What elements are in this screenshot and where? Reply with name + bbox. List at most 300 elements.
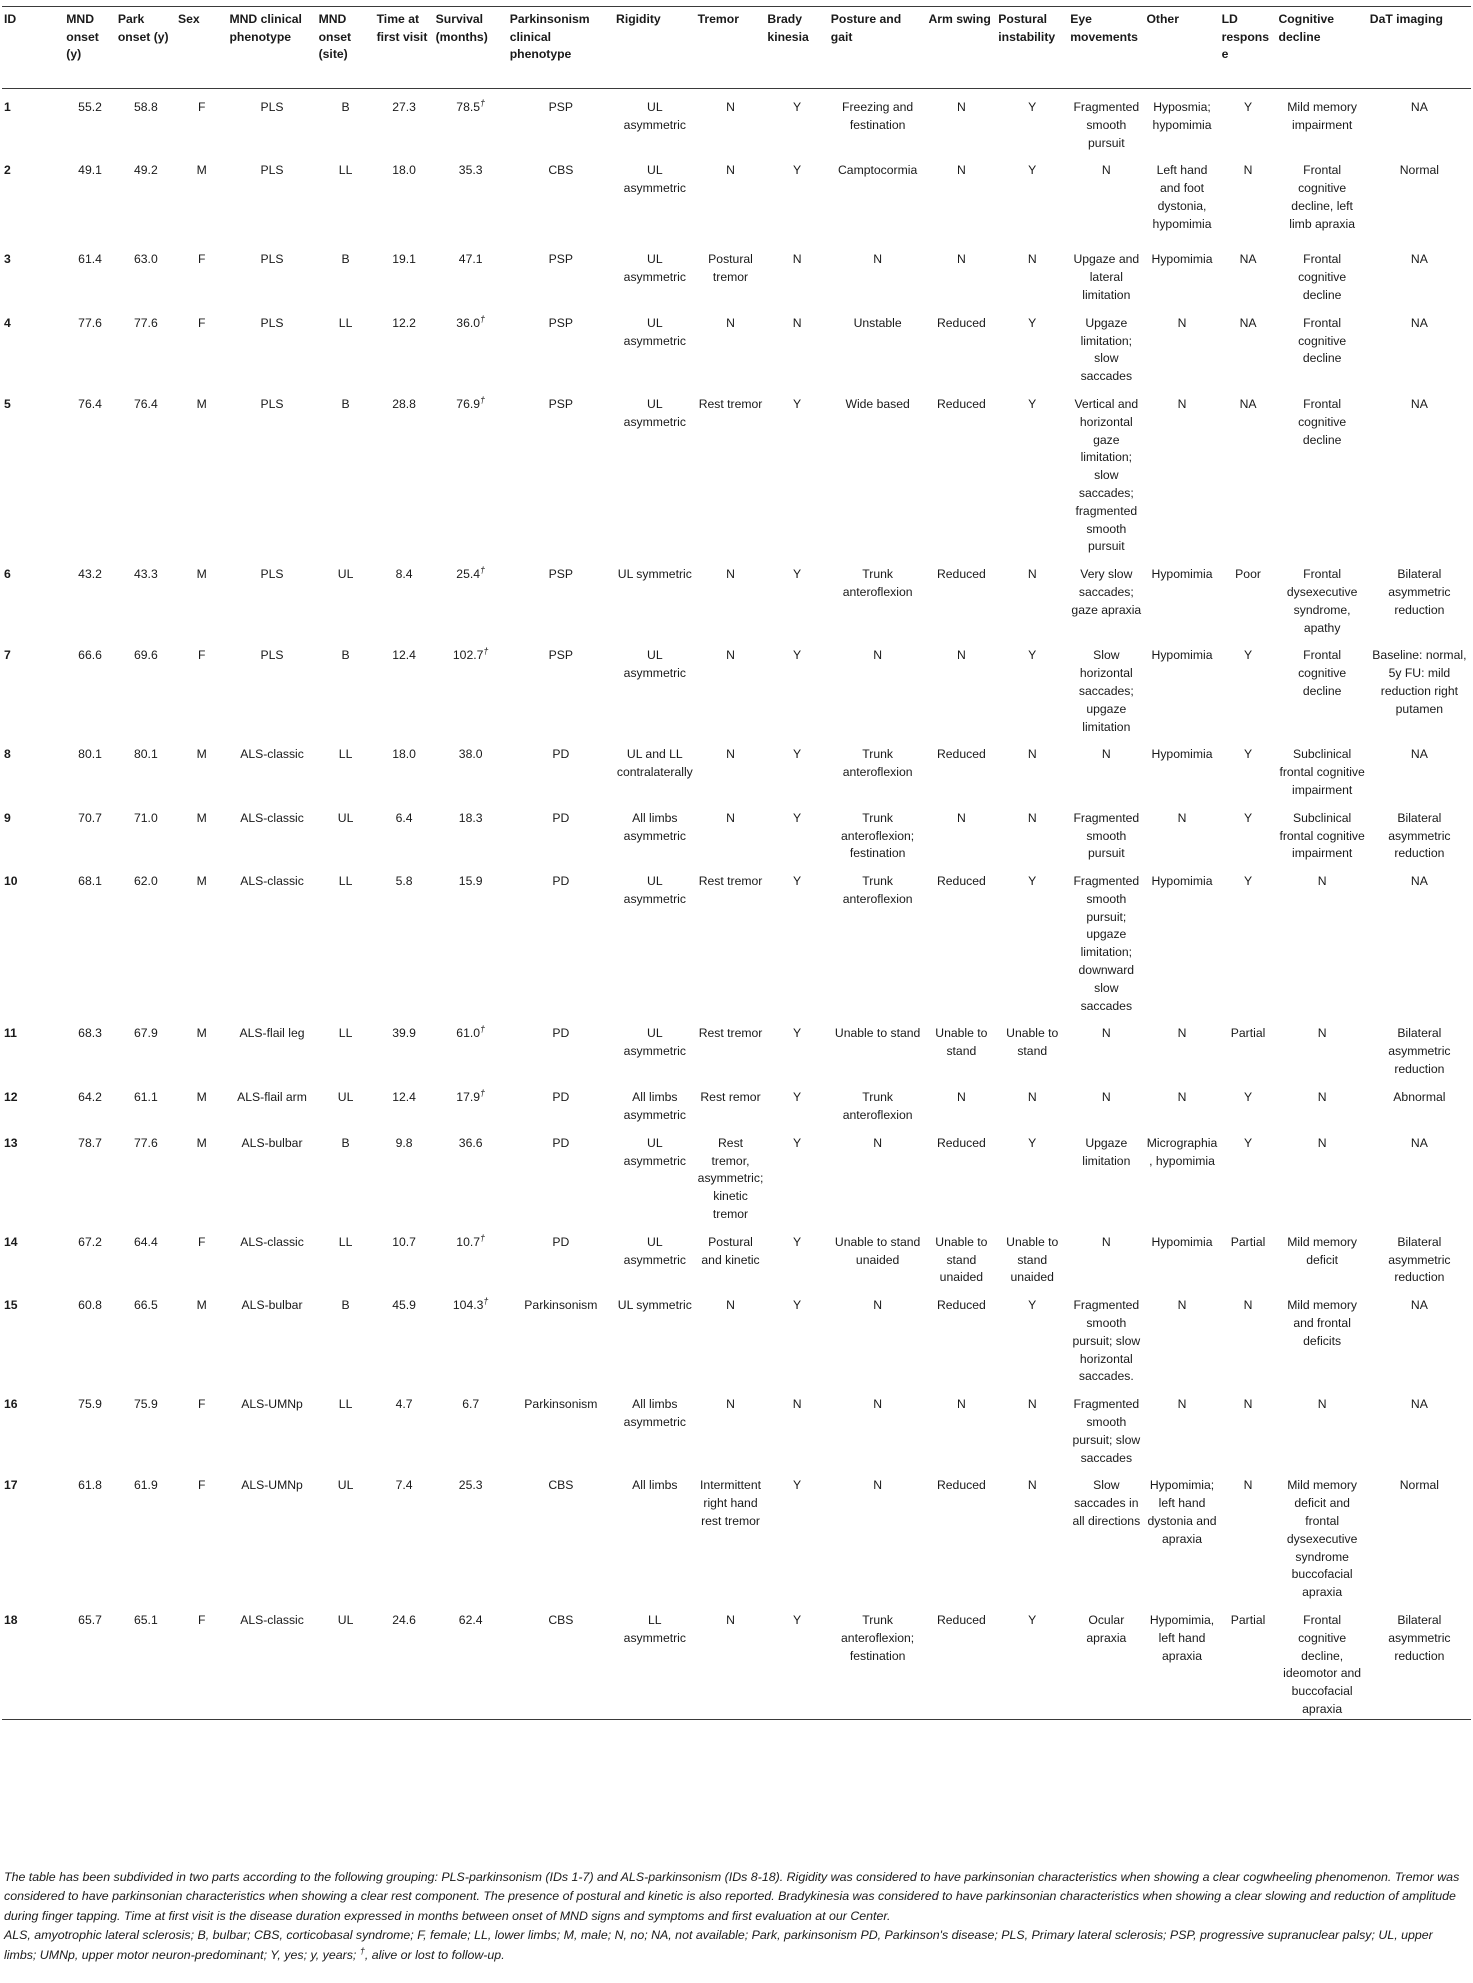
table-row xyxy=(2,1125,1471,1224)
cell-postural-instability xyxy=(996,1602,1068,1719)
cell-value: ALS-classic xyxy=(240,810,304,825)
cell-bradykinesia xyxy=(765,89,828,153)
cell-time-first-visit xyxy=(375,637,434,736)
cell-value: Reduced xyxy=(936,1298,986,1313)
cell-id xyxy=(2,1125,64,1224)
cell-other xyxy=(1144,637,1219,736)
cell-value: 71.0 xyxy=(134,810,158,825)
cell-value: NA xyxy=(1410,1397,1428,1412)
cell-value: N xyxy=(792,315,802,330)
cell-arm-swing xyxy=(926,1224,996,1287)
cell-value: Subclinical frontal cognitive impairment xyxy=(1279,810,1365,861)
cell-value: 65.7 xyxy=(78,1612,102,1627)
cell-park-onset xyxy=(116,736,176,799)
dagger-mark: † xyxy=(480,1024,486,1035)
cell-posture-gait xyxy=(829,241,927,304)
cell-value: F xyxy=(197,100,206,114)
cell-value: N xyxy=(956,1397,966,1412)
cell-rigidity xyxy=(614,1125,696,1224)
cell-posture-gait xyxy=(829,1602,927,1719)
cell-value: PSP xyxy=(548,252,574,267)
cell-rigidity xyxy=(614,152,696,241)
cell-mnd-phenotype xyxy=(227,152,316,241)
cell-value: 77.6 xyxy=(134,315,158,330)
table-row xyxy=(2,1386,1471,1467)
dagger-mark: † xyxy=(480,313,486,324)
cell-eye-movements xyxy=(1068,1386,1144,1467)
table-row xyxy=(2,1602,1471,1719)
cell-value: 102.7 xyxy=(452,648,484,663)
cell-eye-movements xyxy=(1068,1079,1144,1125)
dagger-mark: † xyxy=(480,97,486,108)
cell-value: Frontal cognitive decline, left limb apraxia xyxy=(1289,163,1355,231)
cell-ld-response xyxy=(1220,1079,1277,1125)
cell-value: 1 xyxy=(4,100,11,114)
cell-park-phenotype xyxy=(508,241,614,304)
cell-time-first-visit xyxy=(375,1125,434,1224)
cell-postural-instability xyxy=(996,152,1068,241)
cell-mnd-onset xyxy=(64,736,116,799)
cell-posture-gait xyxy=(829,1224,927,1287)
cell-postural-instability xyxy=(996,863,1068,1015)
cell-value: Parkinsonism xyxy=(524,1397,598,1412)
cell-value: CBS xyxy=(548,1478,574,1493)
cell-value: 63.0 xyxy=(134,252,158,267)
cell-park-phenotype xyxy=(508,1015,614,1078)
cell-arm-swing xyxy=(926,637,996,736)
cell-value: N xyxy=(1177,396,1187,411)
cell-value: Vertical and horizontal gaze limitation; slow saccades; fragmented smooth pursuit xyxy=(1074,396,1139,554)
cell-time-first-visit xyxy=(375,736,434,799)
cell-cognitive-decline xyxy=(1277,1602,1368,1719)
cell-mnd-onset xyxy=(64,89,116,153)
cell-value: Rest tremor xyxy=(698,1026,763,1041)
cell-sex xyxy=(176,1386,228,1467)
cell-value: 61.4 xyxy=(78,252,102,267)
cell-value: LL xyxy=(338,315,353,330)
cell-value: PLS xyxy=(260,252,284,267)
cell-value: 70.7 xyxy=(78,810,102,825)
cell-value: N xyxy=(956,648,966,663)
cell-park-onset xyxy=(116,637,176,736)
cell-rigidity xyxy=(614,1079,696,1125)
cell-value: 64.2 xyxy=(78,1089,102,1104)
cell-value: Rest remor xyxy=(700,1089,761,1104)
cell-value: 61.0 xyxy=(456,1026,481,1041)
cell-value: Trunk anteroflexion xyxy=(842,1089,913,1122)
cell-mnd-phenotype xyxy=(227,863,316,1015)
cell-mnd-site xyxy=(317,1079,375,1125)
cell-value: 6.4 xyxy=(395,810,413,825)
cell-value: Upgaze limitation xyxy=(1082,1135,1131,1168)
cell-cognitive-decline xyxy=(1277,152,1368,241)
cell-arm-swing xyxy=(926,1602,996,1719)
cell-survival xyxy=(434,1386,508,1467)
cell-posture-gait xyxy=(829,637,927,736)
cell-value: Y xyxy=(793,810,802,825)
cell-park-phenotype xyxy=(508,89,614,153)
cell-value: N xyxy=(956,810,966,825)
cell-value: 9 xyxy=(4,810,11,825)
cell-value: 7 xyxy=(4,648,11,663)
cell-eye-movements xyxy=(1068,800,1144,863)
cell-postural-instability xyxy=(996,386,1068,556)
cell-survival xyxy=(434,637,508,736)
cell-dat-imaging xyxy=(1368,556,1471,637)
cell-ld-response xyxy=(1220,89,1277,153)
cell-value: Partial xyxy=(1230,1612,1266,1627)
cell-park-phenotype xyxy=(508,386,614,556)
column-header-cognitive-decline: Cognitive decline xyxy=(1277,7,1368,89)
cell-eye-movements xyxy=(1068,1224,1144,1287)
cell-survival xyxy=(434,556,508,637)
column-header-bradykinesia: Brady kinesia xyxy=(765,7,828,89)
table-row xyxy=(2,736,1471,799)
cell-sex xyxy=(176,1079,228,1125)
cell-tremor xyxy=(696,1079,766,1125)
cell-value: 10.7 xyxy=(456,1234,481,1249)
cell-value: M xyxy=(196,810,207,825)
cell-value: 35.3 xyxy=(458,163,483,178)
cell-value: Y xyxy=(1243,810,1253,825)
cell-value: Y xyxy=(1028,315,1037,330)
cell-eye-movements xyxy=(1068,152,1144,241)
cell-value: F xyxy=(197,315,206,330)
cell-mnd-site xyxy=(317,736,375,799)
cell-value: 17 xyxy=(4,1478,18,1493)
cell-value: N xyxy=(726,1298,735,1313)
cell-other xyxy=(1144,1467,1219,1602)
cell-mnd-onset xyxy=(64,1015,116,1078)
cell-value: 67.9 xyxy=(134,1026,158,1041)
cell-mnd-phenotype xyxy=(227,1602,316,1719)
cell-value: Bilateral asymmetric reduction xyxy=(1388,1234,1451,1285)
cell-survival xyxy=(434,386,508,556)
cell-value: Fragmented smooth pursuit xyxy=(1073,100,1140,150)
cell-cognitive-decline xyxy=(1277,1079,1368,1125)
cell-mnd-site xyxy=(317,1224,375,1287)
cell-tremor xyxy=(696,1602,766,1719)
cell-value: ALS-UMNp xyxy=(241,1478,303,1493)
cell-value: PSP xyxy=(548,100,574,114)
cell-dat-imaging xyxy=(1368,386,1471,556)
cell-bradykinesia xyxy=(765,1079,828,1125)
cell-value: PLS xyxy=(260,648,284,663)
dagger-mark: † xyxy=(480,394,486,405)
cell-mnd-phenotype xyxy=(227,736,316,799)
cell-value: Bilateral asymmetric reduction xyxy=(1388,567,1451,617)
cell-survival xyxy=(434,241,508,304)
cell-value: Micrographia, hypomimia xyxy=(1146,1135,1218,1168)
cell-tremor xyxy=(696,1386,766,1467)
cell-mnd-phenotype xyxy=(227,241,316,304)
cell-value: 27.3 xyxy=(392,100,416,114)
cell-value: N xyxy=(873,1298,883,1313)
cell-value: 10 xyxy=(4,874,18,889)
cell-value: ALS-bulbar xyxy=(241,1135,303,1150)
cell-value: Unable to stand xyxy=(1006,1026,1059,1059)
cell-value: Y xyxy=(793,567,802,582)
cell-value: 15 xyxy=(4,1298,18,1313)
cell-value: Y xyxy=(793,1612,802,1627)
cell-bradykinesia xyxy=(765,736,828,799)
cell-value: Poor xyxy=(1235,567,1261,582)
cell-mnd-onset xyxy=(64,1125,116,1224)
cell-id xyxy=(2,556,64,637)
cell-value: 4.7 xyxy=(395,1397,413,1412)
cell-tremor xyxy=(696,736,766,799)
cell-dat-imaging xyxy=(1368,241,1471,304)
cell-value: UL asymmetric xyxy=(623,1026,686,1059)
table-row xyxy=(2,800,1471,863)
cell-value: UL symmetric xyxy=(617,1298,692,1313)
cell-value: Y xyxy=(1243,874,1253,889)
cell-time-first-visit xyxy=(375,1386,434,1467)
cell-value: Unable to stand xyxy=(834,1026,921,1041)
cell-value: 62.0 xyxy=(134,874,158,889)
column-header-arm-swing: Arm swing xyxy=(926,7,996,89)
cell-value: N xyxy=(1027,252,1037,267)
cell-value: 36.0 xyxy=(456,315,481,330)
cell-value: M xyxy=(196,874,207,889)
table-row xyxy=(2,1079,1471,1125)
dagger-mark: † xyxy=(480,1232,486,1243)
cell-value: PSP xyxy=(548,396,574,411)
cell-value: Unable to stand unaided xyxy=(1006,1234,1059,1285)
cell-rigidity xyxy=(614,1287,696,1386)
cell-value: Frontal cognitive decline xyxy=(1298,648,1347,698)
cell-posture-gait xyxy=(829,800,927,863)
cell-park-phenotype xyxy=(508,1602,614,1719)
cell-value: N xyxy=(726,810,735,825)
cell-ld-response xyxy=(1220,1015,1277,1078)
cell-posture-gait xyxy=(829,1125,927,1224)
column-header-mnd-phenotype: MND clinical phenotype xyxy=(227,7,316,89)
cell-value: PD xyxy=(552,747,570,762)
cell-dat-imaging xyxy=(1368,637,1471,736)
table-row xyxy=(2,556,1471,637)
cell-mnd-onset xyxy=(64,556,116,637)
cell-value: Very slow saccades; gaze apraxia xyxy=(1071,567,1142,617)
cell-value: M xyxy=(196,1026,207,1041)
cell-value: 77.6 xyxy=(78,315,102,330)
cell-value: NA xyxy=(1239,252,1257,267)
cell-value: Y xyxy=(1243,100,1253,114)
cell-value: Ocular apraxia xyxy=(1086,1612,1127,1645)
cell-value: N xyxy=(726,648,735,663)
cell-rigidity xyxy=(614,89,696,153)
cell-value: PLS xyxy=(260,315,284,330)
cell-value: 43.2 xyxy=(78,567,102,582)
cell-mnd-site xyxy=(317,89,375,153)
cell-value: 8.4 xyxy=(395,567,413,582)
cell-ld-response xyxy=(1220,736,1277,799)
cell-value: N xyxy=(1101,747,1111,762)
cell-other xyxy=(1144,863,1219,1015)
cell-mnd-phenotype xyxy=(227,1467,316,1602)
column-header-rigidity: Rigidity xyxy=(614,7,696,89)
cell-value: 61.9 xyxy=(134,1478,158,1493)
cell-value: Hypomimia xyxy=(1151,567,1213,582)
cell-arm-swing xyxy=(926,152,996,241)
cell-value: Y xyxy=(793,1298,802,1313)
cell-value: Slow saccades in all directions xyxy=(1072,1478,1141,1528)
cell-tremor xyxy=(696,1467,766,1602)
cell-id xyxy=(2,863,64,1015)
cell-ld-response xyxy=(1220,152,1277,241)
cell-value: Unstable xyxy=(853,315,902,330)
cell-cognitive-decline xyxy=(1277,305,1368,386)
cell-mnd-site xyxy=(317,386,375,556)
cell-sex xyxy=(176,1125,228,1224)
cell-value: N xyxy=(1177,810,1187,825)
cell-value: 68.1 xyxy=(78,874,102,889)
cell-dat-imaging xyxy=(1368,1602,1471,1719)
cell-eye-movements xyxy=(1068,1467,1144,1602)
cell-value: UL asymmetric xyxy=(623,100,686,132)
cell-bradykinesia xyxy=(765,1386,828,1467)
cell-mnd-site xyxy=(317,637,375,736)
cell-value: 75.9 xyxy=(78,1397,102,1412)
dagger-symbol: † xyxy=(359,1945,365,1956)
cell-postural-instability xyxy=(996,800,1068,863)
cell-value: All limbs asymmetric xyxy=(623,810,686,843)
cell-value: Trunk anteroflexion xyxy=(842,567,913,599)
cell-value: Parkinsonism xyxy=(524,1298,598,1313)
cell-value: Y xyxy=(793,100,802,114)
cell-time-first-visit xyxy=(375,386,434,556)
cell-value: 78.7 xyxy=(78,1135,102,1150)
column-header-dat-imaging: DaT imaging xyxy=(1368,7,1471,89)
cell-value: 65.1 xyxy=(134,1612,158,1627)
column-header-id: ID xyxy=(2,7,64,89)
cell-value: N xyxy=(1317,1026,1327,1041)
cell-tremor xyxy=(696,1287,766,1386)
cell-other xyxy=(1144,386,1219,556)
cell-posture-gait xyxy=(829,386,927,556)
cell-value: UL xyxy=(337,1612,354,1627)
cell-value: N xyxy=(726,1612,735,1627)
cell-value: Upgaze limitation; slow saccades xyxy=(1080,315,1133,384)
cell-arm-swing xyxy=(926,1467,996,1602)
cell-other xyxy=(1144,736,1219,799)
cell-eye-movements xyxy=(1068,89,1144,153)
cell-rigidity xyxy=(614,1224,696,1287)
cell-value: NA xyxy=(1410,252,1428,267)
cell-id xyxy=(2,386,64,556)
cell-value: Y xyxy=(1028,1135,1037,1150)
cell-cognitive-decline xyxy=(1277,386,1368,556)
cell-park-phenotype xyxy=(508,1287,614,1386)
cell-dat-imaging xyxy=(1368,1079,1471,1125)
cell-id xyxy=(2,1467,64,1602)
cell-time-first-visit xyxy=(375,305,434,386)
cell-value: N xyxy=(1317,1135,1327,1150)
cell-arm-swing xyxy=(926,1079,996,1125)
cell-mnd-onset xyxy=(64,1224,116,1287)
table-row xyxy=(2,89,1471,153)
cell-value: 55.2 xyxy=(78,100,102,114)
cell-value: Y xyxy=(1243,648,1253,663)
cell-value: 64.4 xyxy=(134,1234,158,1249)
cell-value: NA xyxy=(1410,747,1428,762)
cell-value: PD xyxy=(552,810,570,825)
cell-value: N xyxy=(873,1397,883,1412)
cell-value: ALS-bulbar xyxy=(241,1298,303,1313)
cell-value: 66.6 xyxy=(78,648,102,663)
cell-value: PD xyxy=(552,1089,570,1104)
cell-mnd-phenotype xyxy=(227,89,316,153)
cell-value: Normal xyxy=(1399,1478,1440,1493)
cell-ld-response xyxy=(1220,1287,1277,1386)
cell-value: ALS-flail leg xyxy=(239,1026,305,1041)
cell-value: N xyxy=(726,163,735,178)
cell-other xyxy=(1144,1125,1219,1224)
cell-value: Mild memory impairment xyxy=(1287,100,1357,132)
cell-value: Reduced xyxy=(936,1135,986,1150)
cell-value: 69.6 xyxy=(134,648,158,663)
cell-eye-movements xyxy=(1068,556,1144,637)
cell-value: Reduced xyxy=(936,315,986,330)
cell-value: Baseline: normal, 5y FU: mild reduction right putamen xyxy=(1372,648,1467,716)
cell-value: Frontal cognitive decline xyxy=(1298,252,1347,302)
cell-mnd-onset xyxy=(64,1079,116,1125)
cell-park-phenotype xyxy=(508,1125,614,1224)
cell-park-phenotype xyxy=(508,800,614,863)
cell-cognitive-decline xyxy=(1277,1467,1368,1602)
cell-posture-gait xyxy=(829,863,927,1015)
cell-value: N xyxy=(873,1135,883,1150)
cell-dat-imaging xyxy=(1368,1386,1471,1467)
cell-tremor xyxy=(696,556,766,637)
cell-arm-swing xyxy=(926,305,996,386)
cell-value: Hypomimia, left hand apraxia xyxy=(1149,1612,1215,1663)
cell-cognitive-decline xyxy=(1277,1125,1368,1224)
cell-park-onset xyxy=(116,1467,176,1602)
dagger-mark: † xyxy=(483,1296,489,1307)
cell-id xyxy=(2,1079,64,1125)
cell-postural-instability xyxy=(996,1079,1068,1125)
cell-value: Mild memory deficit xyxy=(1287,1234,1357,1267)
cell-mnd-onset xyxy=(64,305,116,386)
cell-mnd-site xyxy=(317,241,375,304)
cell-park-phenotype xyxy=(508,305,614,386)
cell-id xyxy=(2,1015,64,1078)
cell-value: Fragmented smooth pursuit; upgaze limitation; downward slow saccades xyxy=(1073,874,1140,1013)
cell-time-first-visit xyxy=(375,863,434,1015)
cell-arm-swing xyxy=(926,1015,996,1078)
cell-mnd-site xyxy=(317,1015,375,1078)
cell-sex xyxy=(176,1015,228,1078)
cell-eye-movements xyxy=(1068,1125,1144,1224)
cell-value: Reduced xyxy=(936,1478,986,1493)
cell-value: PLS xyxy=(260,163,284,178)
cell-value: NA xyxy=(1410,315,1428,330)
cell-value: NA xyxy=(1239,315,1257,330)
cell-value: M xyxy=(196,747,207,762)
cell-mnd-phenotype xyxy=(227,556,316,637)
cell-bradykinesia xyxy=(765,1125,828,1224)
cell-dat-imaging xyxy=(1368,1125,1471,1224)
cell-mnd-phenotype xyxy=(227,1015,316,1078)
cell-mnd-site xyxy=(317,305,375,386)
cell-tremor xyxy=(696,1015,766,1078)
cell-value: F xyxy=(197,1612,206,1627)
cell-value: 49.2 xyxy=(134,163,158,178)
cell-value: Reduced xyxy=(936,1612,986,1627)
cell-park-onset xyxy=(116,1125,176,1224)
cell-other xyxy=(1144,1224,1219,1287)
